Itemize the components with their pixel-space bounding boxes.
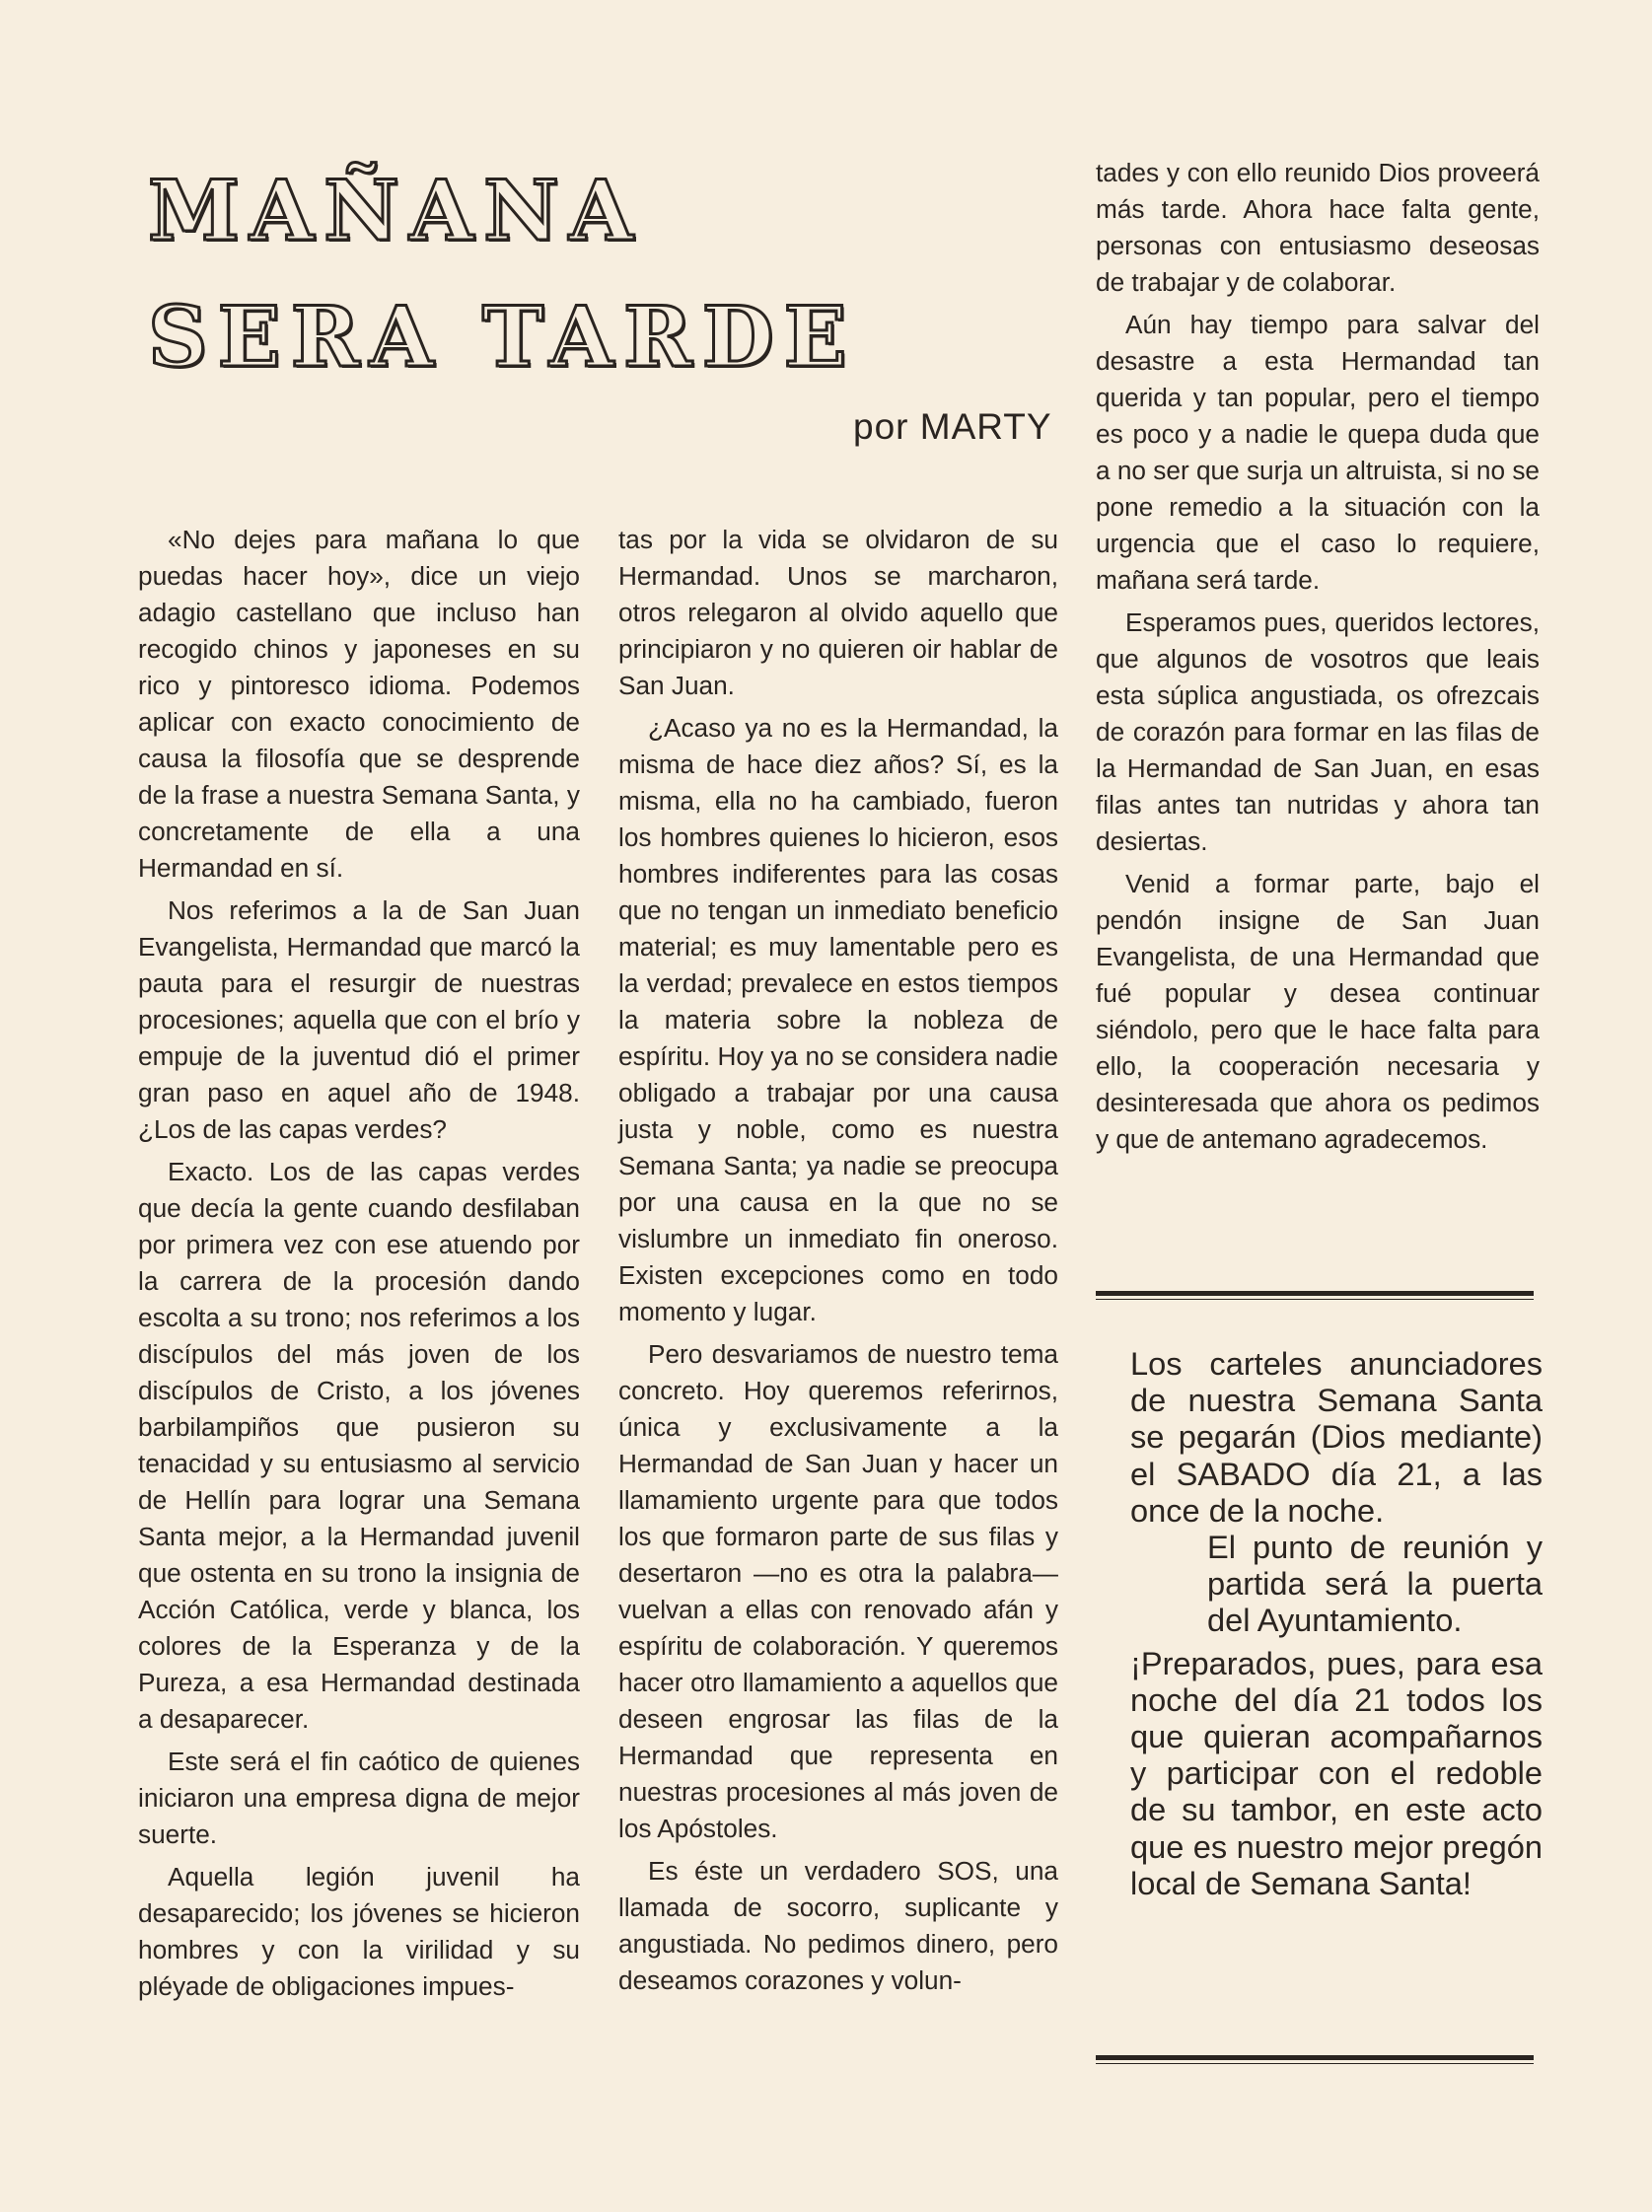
title-line-1: MAÑANA <box>148 162 644 259</box>
column-2 <box>618 522 1058 2005</box>
notice-paragraph: ¡Preparados, pues, para esa noche del día 21 todos los que quieran acompañarnos y participar con el redoble de su tambor, en este acto que es nuestro mejor pregón local de Semana Santa! <box>1130 1644 1543 1901</box>
paragraph: Venid a formar parte, bajo el pendón insigne de San Juan Evangelista, de una Hermandad que fué popular y desea continuar siéndolo, pero que le hace falta para ello, la cooperación necesaria y desinteresada que ahora os pedimos y que de antemano agradecemos. <box>1096 869 1540 1154</box>
notice-bottom-divider <box>1096 2055 1534 2064</box>
paragraph: «No dejes para mañana lo que puedas hacer hoy», dice un viejo adagio castellano que incluso han recogido chinos y japoneses en su rico y pintoresco idioma. Podemos aplicar con exacto conocimiento de causa la filosofía que se desprende de la frase a nuestra Semana Santa, y concretamente de ella a una Hermandad en sí. <box>138 525 580 883</box>
paragraph: ¿Acaso ya no es la Hermandad, la misma de hace diez años? Sí, es la misma, ella no ha cambiado, fueron los hombres quienes lo hicieron, esos hombres indiferentes para las cosas que no tengan un inmediato beneficio material; es muy lamentable pero es la verdad; prevalece en estos tiempos la materia sobre la nobleza de espíritu. Hoy ya no se considera nadie obligado a trabajar por una causa justa y noble, como es nuestra Semana Santa; ya nadie se preocupa por una causa en la que no se vislumbre un inmediato fin oneroso. Existen excepciones como en todo momento y lugar. <box>618 713 1058 1326</box>
paragraph: Aquella legión juvenil ha desaparecido; los jóvenes se hicieron hombres y con la virilidad y su pléyade de obligaciones impues- <box>138 1862 580 2001</box>
paragraph: Esperamos pues, queridos lectores, que algunos de vosotros que leais esta súplica angustiada, os ofrezcais de corazón para formar en las filas de la Hermandad de San Juan, en esas filas antes tan nutridas y ahora tan desiertas. <box>1096 607 1540 856</box>
paragraph: Este será el fin caótico de quienes iniciaron una empresa digna de mejor suerte. <box>138 1747 580 1849</box>
paragraph: Pero desvariamos de nuestro tema concreto. Hoy queremos referirnos, única y exclusivamente a la Hermandad de San Juan y hacer un llamamiento urgente para que todos los que formaron parte de sus filas y desertaron —no es otra la palabra— vuelvan a ellas con renovado afán y espíritu de colaboración. Y queremos hacer otro llamamiento a aquellos que deseen engrosar las filas de la Hermandad que representa en nuestras procesiones al más joven de los Apóstoles. <box>618 1339 1058 1843</box>
notice-box <box>1130 1345 1543 1901</box>
paragraph: Es éste un verdadero SOS, una llamada de socorro, suplicante y angustiada. No pedimos dinero, pero deseamos corazones y volun- <box>618 1856 1058 1995</box>
paragraph: Exacto. Los de las capas verdes que decía la gente cuando desfilaban por primera vez con ese atuendo por la carrera de la procesión dando escolta a su trono; nos referimos a los discípulos del más joven de los discípulos de Cristo, a los jóvenes barbilampiños que pusieron su tenacidad y su entusiasmo al servicio de Hellín para lograr una Semana Santa mejor, a la Hermandad juvenil que ostenta en su trono la insignia de Acción Católica, verde y blanca, los colores de la Esperanza y de la Pureza, a esa Hermandad destinada a desaparecer. <box>138 1157 580 1734</box>
article-title <box>148 148 857 400</box>
notice-paragraph: Los carteles anunciadores de nuestra Semana Santa se pegarán (Dios mediante) el SABADO día 21, a las once de la noche. <box>1130 1345 1543 1529</box>
paragraph: Aún hay tiempo para salvar del desastre a esta Hermandad tan querida y tan popular, pero el tiempo es poco y a nadie le quepa duda que a no ser que surja un altruista, si no se pone remedio a la situación con la urgencia que el caso lo requiere, mañana será tarde. <box>1096 310 1540 595</box>
column-3 <box>1096 155 1540 1164</box>
byline: por MARTY <box>853 406 1052 447</box>
notice-paragraph: El punto de reunión y partida será la puerta del Ayuntamiento. <box>1207 1529 1543 1639</box>
paragraph: tas por la vida se olvidaron de su Hermandad. Unos se marcharon, otros relegaron al olvido aquello que principiaron y no quieren oir hablar de San Juan. <box>618 525 1058 700</box>
paragraph: tades y con ello reunido Dios proveerá más tarde. Ahora hace falta gente, personas con entusiasmo deseosas de trabajar y de colaborar. <box>1096 158 1540 297</box>
title-line-2: SERA TARDE <box>148 288 857 386</box>
column-1 <box>138 522 580 2011</box>
paragraph: Nos referimos a la de San Juan Evangelista, Hermandad que marcó la pauta para el resurgir de nuestras procesiones; aquella que con el brío y empuje de la juventud dió el primer gran paso en aquel año de 1948. ¿Los de las capas verdes? <box>138 895 580 1144</box>
notice-top-divider <box>1096 1291 1534 1300</box>
